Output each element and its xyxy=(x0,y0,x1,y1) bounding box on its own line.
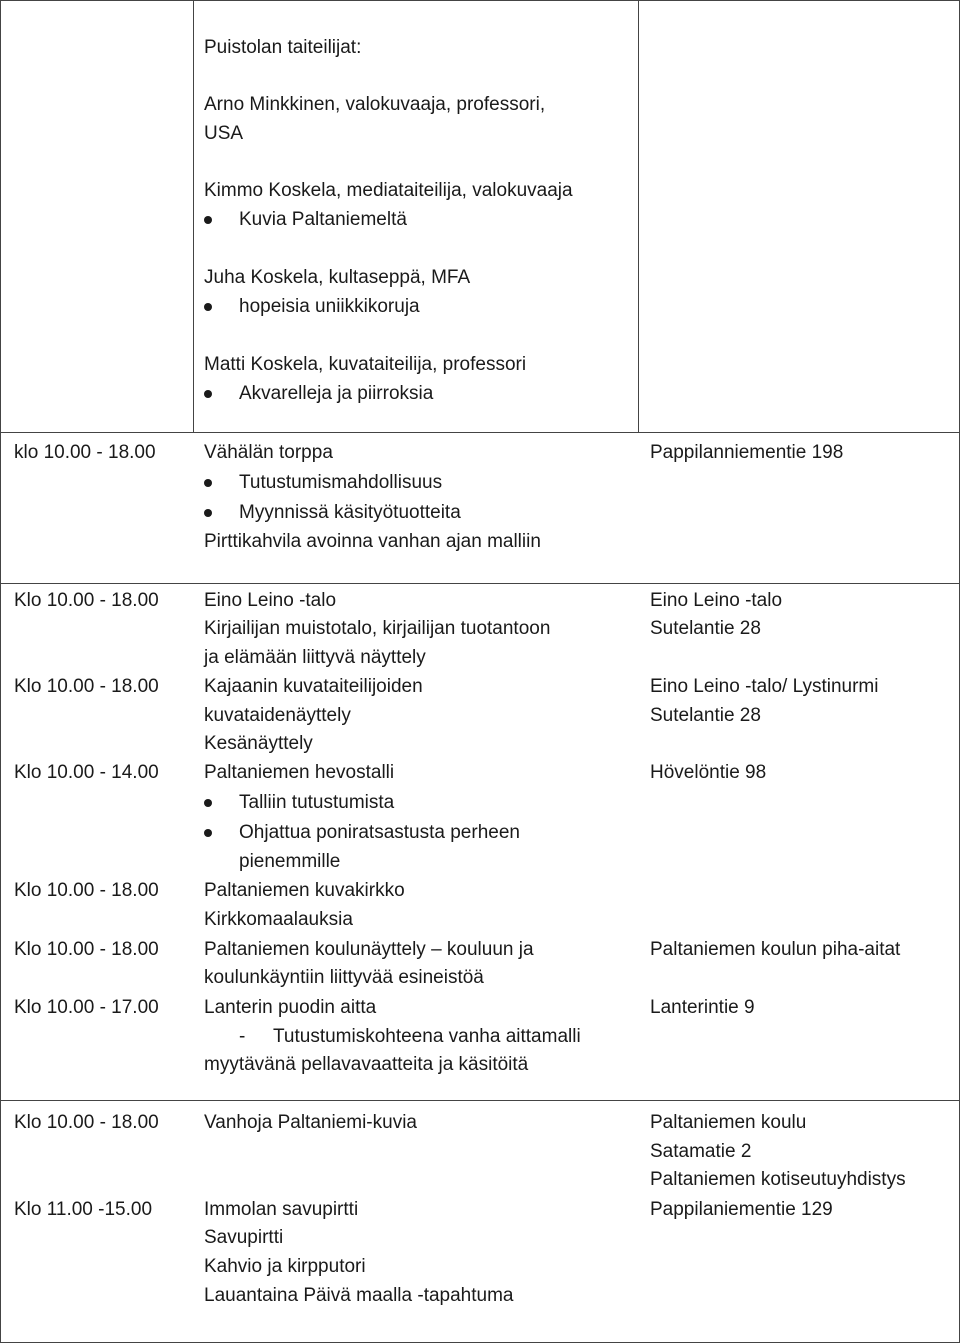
event-item: Talliin tutustumista xyxy=(239,788,394,817)
event-description: Kahvio ja kirpputori xyxy=(204,1256,366,1277)
row-divider xyxy=(0,432,960,433)
event-time: Klo 10.00 - 17.00 xyxy=(14,997,159,1018)
event-time: Klo 10.00 - 14.00 xyxy=(14,762,159,783)
event-item: Tutustumismahdollisuus xyxy=(239,468,442,497)
event-time: Klo 10.00 - 18.00 xyxy=(14,939,159,960)
event-address: Lanterintie 9 xyxy=(650,997,755,1018)
event-address: Satamatie 2 xyxy=(650,1141,752,1162)
event-address: Pappilaniementie 129 xyxy=(650,1199,833,1220)
event-address: Pappilanniementie 198 xyxy=(650,442,844,463)
event-address: Paltaniemen koulu xyxy=(650,1112,807,1133)
event-title: koulunkäyntiin liittyvää esineistöä xyxy=(204,967,484,988)
event-description: Kirkkomaalauksia xyxy=(204,909,353,930)
artist-item: Kuvia Paltaniemeltä xyxy=(239,205,407,234)
artist-name: Arno Minkkinen, valokuvaaja, professori, xyxy=(204,94,546,115)
event-time: Klo 10.00 - 18.00 xyxy=(14,676,159,697)
event-address: Sutelantie 28 xyxy=(650,618,761,639)
event-time: klo 10.00 - 18.00 xyxy=(14,442,156,463)
event-address: Eino Leino -talo xyxy=(650,590,783,611)
event-time: Klo 10.00 - 18.00 xyxy=(14,880,159,901)
event-address: Eino Leino -talo/ Lystinurmi xyxy=(650,676,879,697)
event-title: Lanterin puodin aitta xyxy=(204,997,377,1018)
artist-item: hopeisia uniikkikoruja xyxy=(239,292,420,321)
artist-location: USA xyxy=(204,123,244,144)
event-time: Klo 10.00 - 18.00 xyxy=(14,590,159,611)
event-note: Pirttikahvila avoinna vanhan ajan malliin xyxy=(204,531,541,552)
event-item: - Tutustumiskohteena vanha aittamalli xyxy=(273,1022,581,1051)
event-item-continued: pienemmille xyxy=(239,851,341,872)
artist-item: Akvarelleja ja piirroksia xyxy=(239,379,433,408)
event-title: Vähälän torppa xyxy=(204,442,333,463)
event-title: Paltaniemen hevostalli xyxy=(204,762,395,783)
event-title: Kajaanin kuvataiteilijoiden xyxy=(204,676,423,697)
event-title: Paltaniemen koulunäyttely – kouluun ja xyxy=(204,939,534,960)
row-divider xyxy=(0,583,960,584)
artists-heading: Puistolan taiteilijat: xyxy=(204,37,362,58)
event-title: Immolan savupirtti xyxy=(204,1199,359,1220)
event-description: Kirjailijan muistotalo, kirjailijan tuotantoon xyxy=(204,618,551,639)
event-title: Vanhoja Paltaniemi-kuvia xyxy=(204,1112,417,1133)
artist-name: Kimmo Koskela, mediataiteilija, valokuvaaja xyxy=(204,180,573,201)
event-address: Sutelantie 28 xyxy=(650,705,761,726)
event-description: Savupirtti xyxy=(204,1227,284,1248)
event-time: Klo 10.00 - 18.00 xyxy=(14,1112,159,1133)
column-divider-right xyxy=(638,0,639,432)
event-item: Ohjattua poniratsastusta perheen xyxy=(239,818,520,847)
event-description: ja elämään liittyvä näyttely xyxy=(204,647,426,668)
artist-name: Juha Koskela, kultaseppä, MFA xyxy=(204,267,471,288)
event-title: kuvataidenäyttely xyxy=(204,705,351,726)
event-time: Klo 11.00 -15.00 xyxy=(14,1199,153,1220)
event-address: Hövelöntie 98 xyxy=(650,762,767,783)
row-divider xyxy=(0,1100,960,1101)
column-divider-left xyxy=(193,0,194,432)
event-title: Eino Leino -talo xyxy=(204,590,337,611)
event-description: Lauantaina Päivä maalla -tapahtuma xyxy=(204,1285,514,1306)
event-description: Kesänäyttely xyxy=(204,733,313,754)
event-item: Myynnissä käsityötuotteita xyxy=(239,498,461,527)
event-address: Paltaniemen koulun piha-aitat xyxy=(650,939,901,960)
event-address: Paltaniemen kotiseutuyhdistys xyxy=(650,1169,906,1190)
event-description: myytävänä pellavavaatteita ja käsitöitä xyxy=(204,1054,529,1075)
event-title: Paltaniemen kuvakirkko xyxy=(204,880,405,901)
artist-name: Matti Koskela, kuvataiteilija, professori xyxy=(204,354,527,375)
